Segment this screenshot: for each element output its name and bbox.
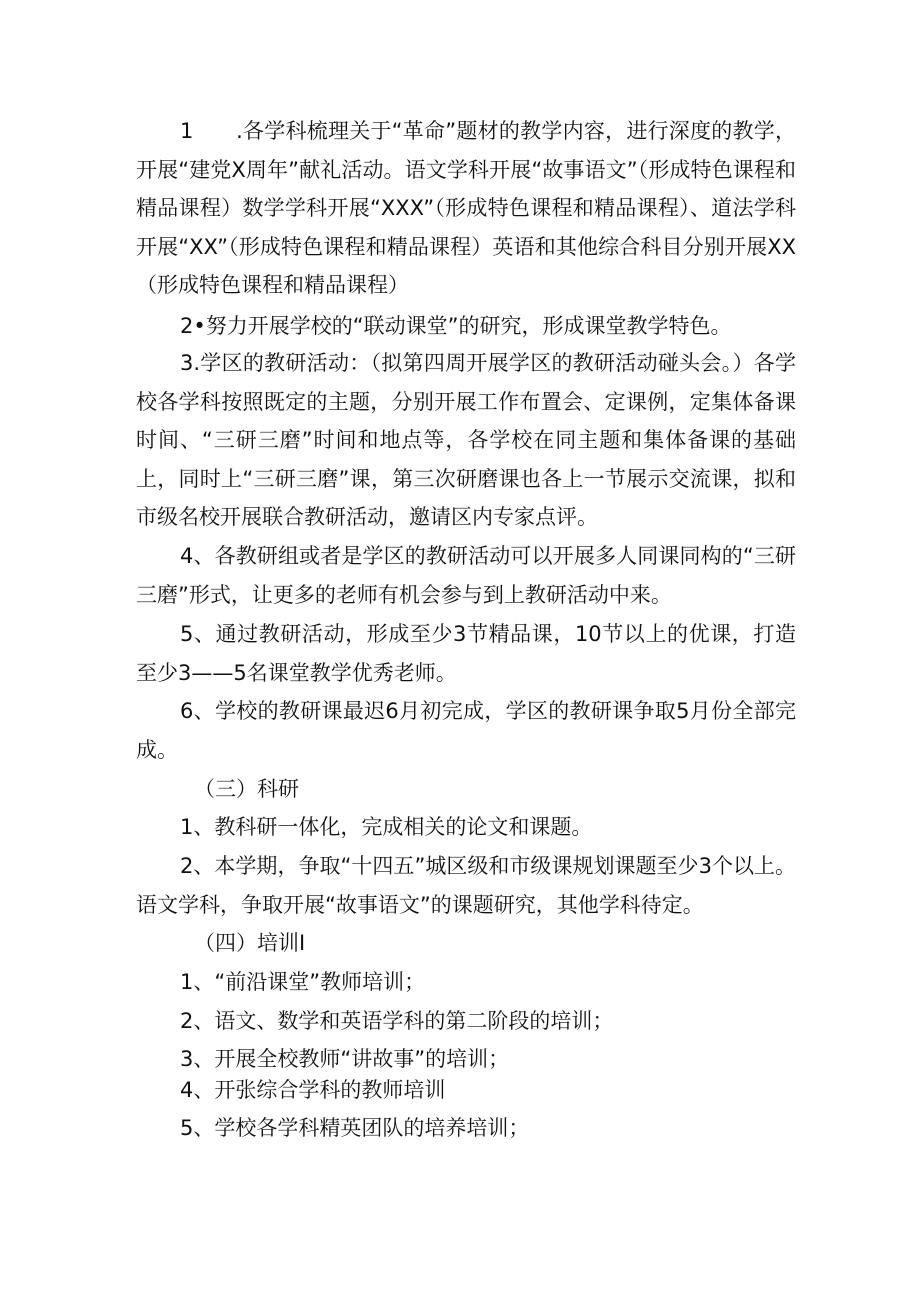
training-item-3: 3、开展全校教师“讲故事”的培训； (180, 1047, 510, 1071)
research-item-2: 2、本学期，争取“十四五”城区级和市级课规划课题至少3个以上。语文学科，争取开展“故事语文”的课题研究，其他学科待定。 (136, 854, 796, 917)
paragraph-3: 3.学区的教研活动：（拟第四周开展学区的教研活动碰头会。）各学校各学科按照既定的主题，分别开展工作布置会、定课例，定集体备课时间、“三研三磨”时间和地点等，各学校在同主题和集体备课的基础上，同时上“三研三磨”课，第三次研磨课也各上一节展示交流课，拟和市级名校开展联合教研活动，邀请区内专家点评。 (136, 351, 796, 529)
training-item-1: 1、“前沿课堂”教师培训； (180, 970, 426, 994)
section-heading-research: （三）科研 (194, 777, 299, 801)
section-heading-training: （四）培训I (194, 931, 306, 955)
paragraph-1: 1 .各学科梳理关于“革命”题材的教学内容，进行深度的教学，开展“建党X周年”献礼活动。语文学科开展“故事语文”（形成特色课程和精品课程）数学学科开展“XXX”（形成特色课程和精品课程）、道法学科开展“XX”（形成特色课程和精品课程）英语和其他综合科目分别开展XX（形成特色课程和精品课程） (136, 119, 796, 297)
paragraph-5: 5、通过教研活动，形成至少3节精品课，10节以上的优课，打造至少3——5名课堂教学优秀老师。 (136, 622, 796, 685)
paragraph-4: 4、各教研组或者是学区的教研活动可以开展多人同课同构的“三研三磨”形式，让更多的老师有机会参与到上教研活动中来。 (136, 544, 796, 607)
paragraph-6: 6、学校的教研课最迟6月初完成，学区的教研课争取5月份全部完成。 (136, 699, 796, 762)
training-item-4: 4、开张综合学科的教师培训 (180, 1078, 446, 1102)
training-item-2: 2、语文、数学和英语学科的第二阶段的培训； (180, 1009, 614, 1033)
research-item-1: 1、教科研一体化，完成相关的论文和课题。 (180, 815, 593, 839)
training-item-5: 5、学校各学科精英团队的培养培训； (180, 1116, 530, 1140)
paragraph-2: 2•努力开展学校的“联动课堂”的研究，形成课堂教学特色。 (180, 314, 732, 338)
